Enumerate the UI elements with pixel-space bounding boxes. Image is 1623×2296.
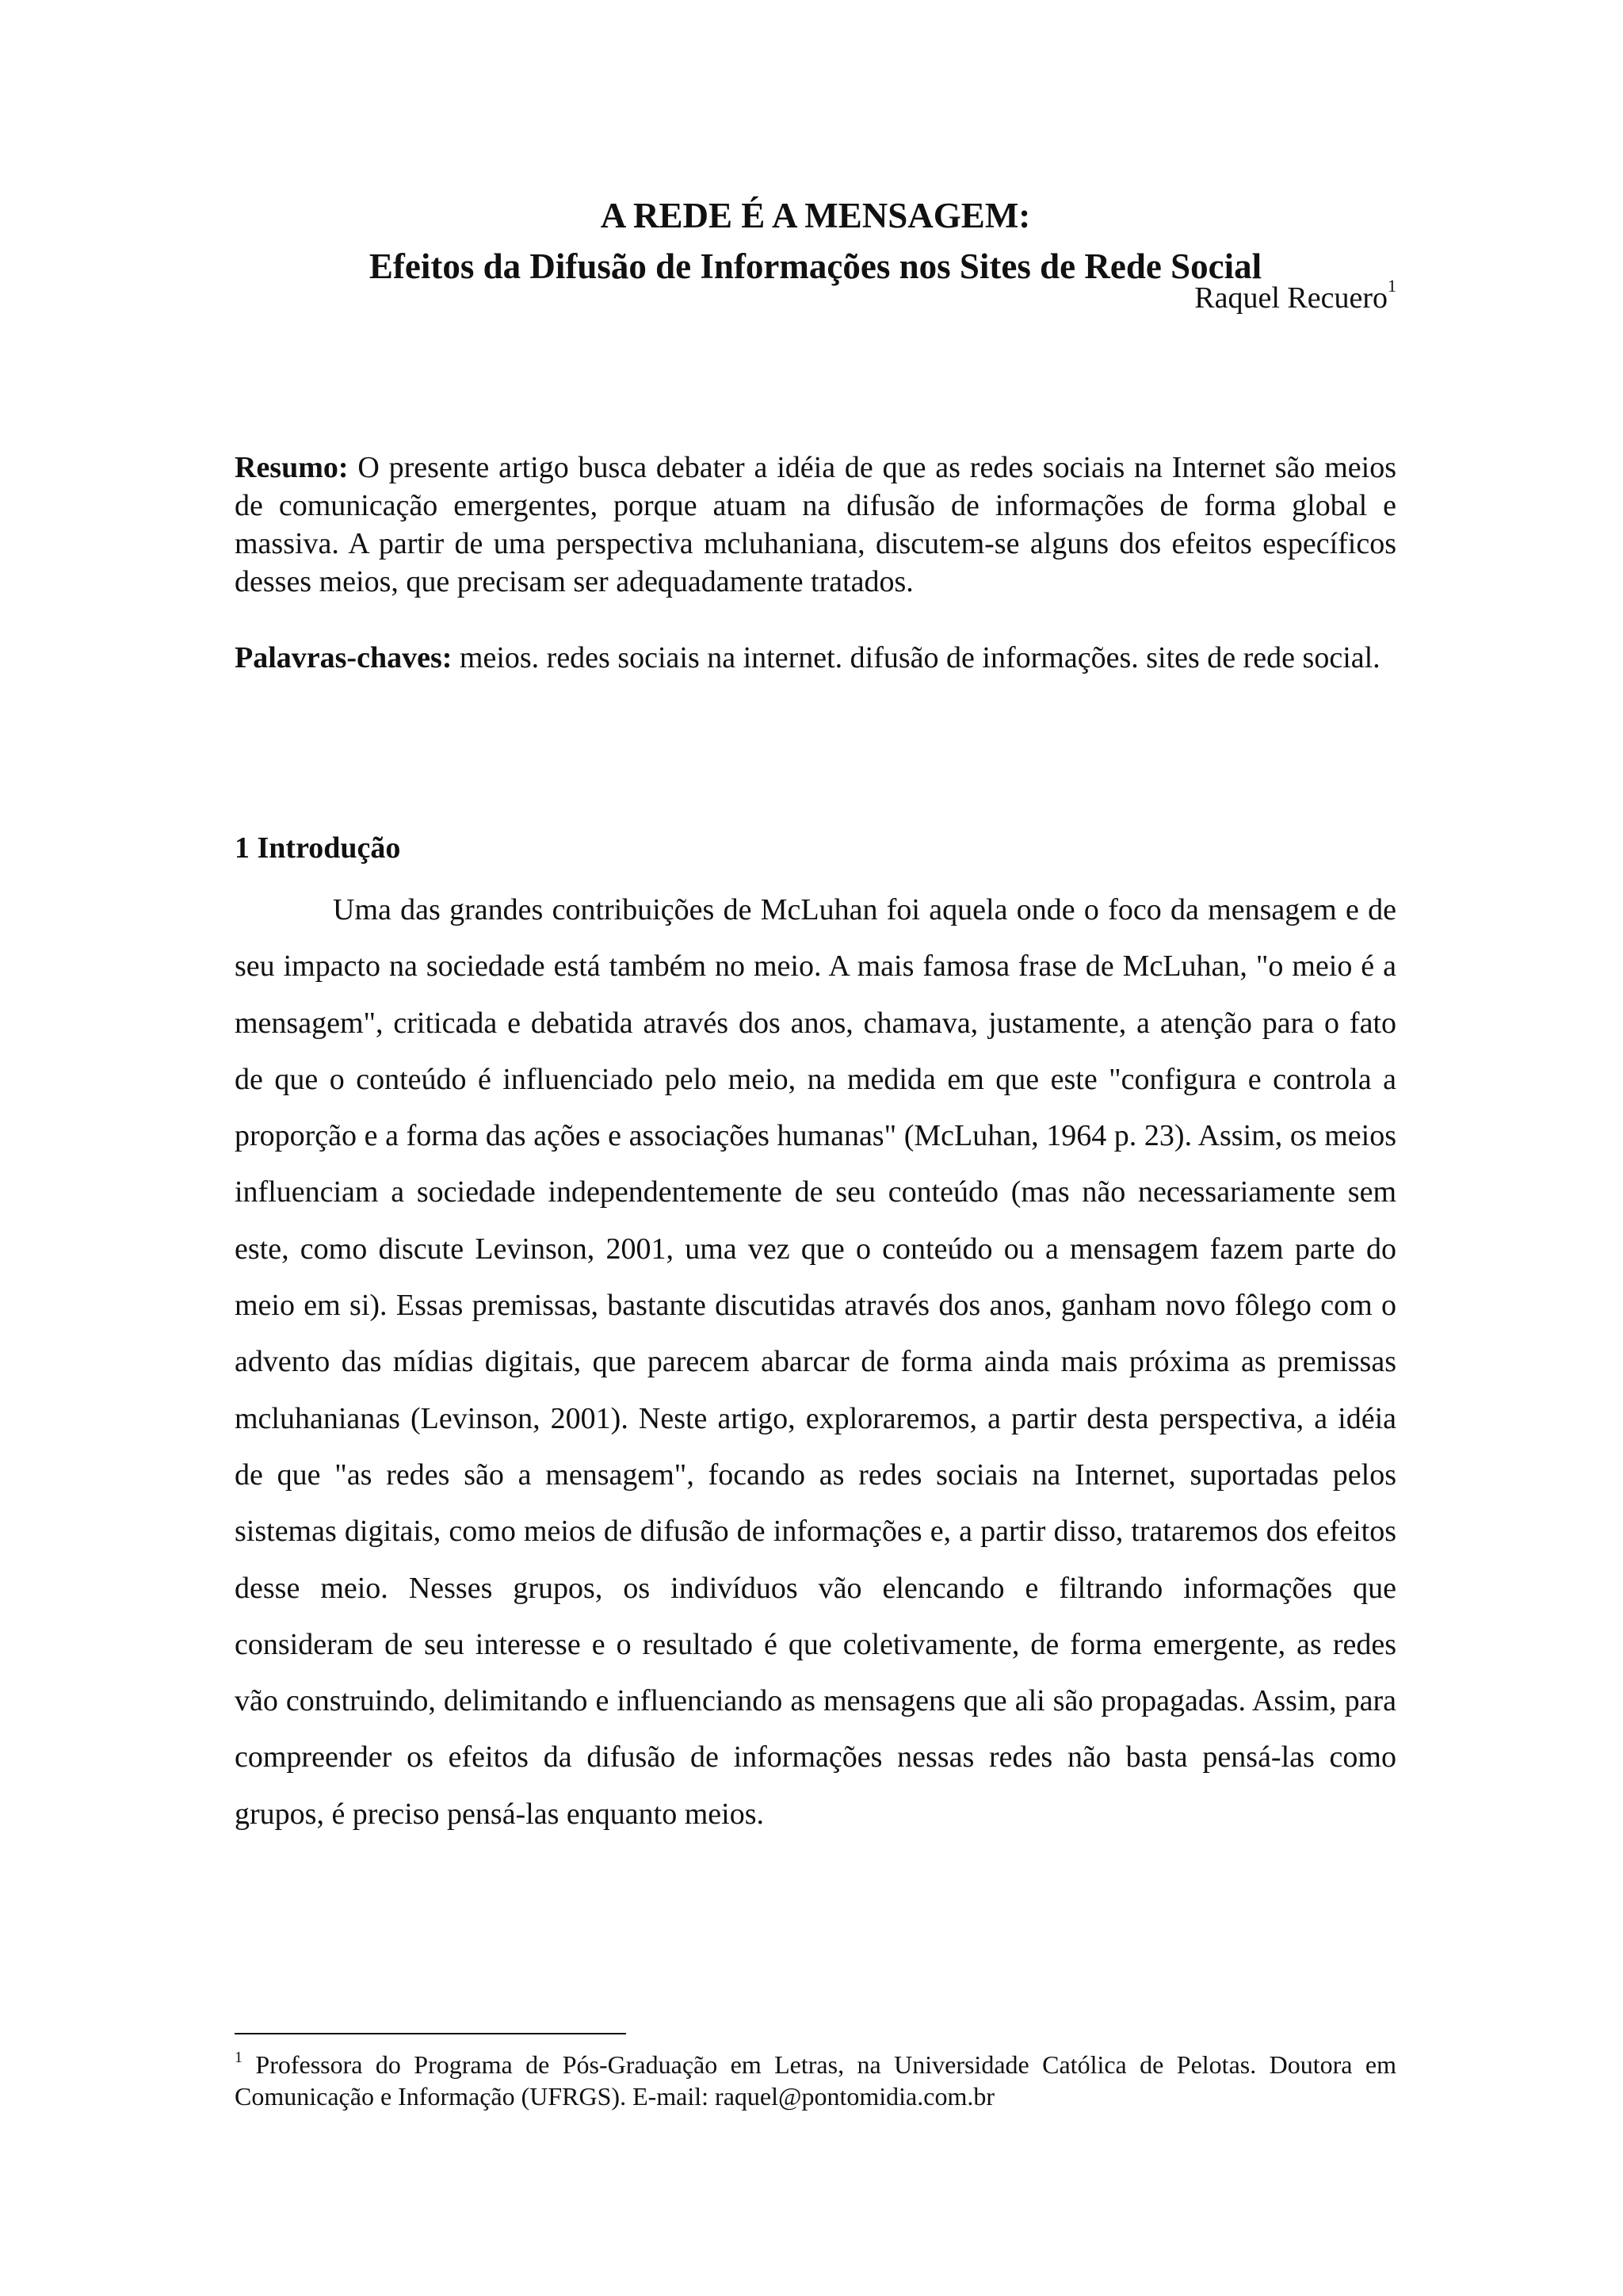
footnote (235, 2049, 1396, 2112)
abstract-text: O presente artigo busca debater a idéia de que as redes sociais na Internet são meios de comunicação emergentes, porque atuam na difusão de informações de forma global e massiva. A partir de uma perspectiva mcluhaniana, discutem-se alguns dos efeitos específicos desses meios, que precisam ser adequadamente tratados. (235, 451, 1396, 598)
abstract (235, 449, 1396, 601)
footnote-mark: 1 (235, 2049, 242, 2066)
author-line (1194, 276, 1396, 317)
title-line-2: Efeitos da Difusão de Informações nos Sites de Rede Social (369, 246, 1262, 286)
introduction-paragraph: Uma das grandes contribuições de McLuhan foi aquela onde o foco da mensagem e de seu impacto na sociedade está também no meio. A mais famosa frase de McLuhan, "o meio é a mensagem", criticada e debatida através dos anos, chamava, justamente, a atenção para o fato de que o conteúdo é influenciado pelo meio, na medida em que este "configura e controla a proporção e a forma das ações e associações humanas" (McLuhan, 1964 p. 23). Assim, os meios influenciam a sociedade independentemente de seu conteúdo (mas não necessariamente sem este, como discute Levinson, 2001, uma vez que o conteúdo ou a mensagem fazem parte do meio em si). Essas premissas, bastante discutidas através dos anos, ganham novo fôlego com o advento das mídias digitais, que parecem abarcar de forma ainda mais próxima as premissas mcluhanianas (Levinson, 2001). Neste artigo, exploraremos, a partir desta perspectiva, a idéia de que "as redes são a mensagem", focando as redes sociais na Internet, suportadas pelos sistemas digitais, como meios de difusão de informações e, a partir disso, trataremos dos efeitos desse meio. Nesses grupos, os indivíduos vão elencando e filtrando informações que consideram de seu interesse e o resultado é que coletivamente, de forma emergente, as redes vão construindo, delimitando e influenciando as mensagens que ali são propagadas. Assim, para compreender os efeitos da difusão de informações nessas redes não basta pensá-las como grupos, é preciso pensá-las enquanto meios. (235, 893, 1396, 1831)
title-line-1: A REDE É A MENSAGEM: (600, 196, 1031, 235)
footnote-divider (235, 2033, 626, 2034)
author-name: Raquel Recuero (1194, 281, 1388, 315)
paper-title (235, 190, 1396, 292)
abstract-label: Resumo: (235, 451, 349, 484)
keywords (235, 639, 1396, 677)
keywords-label: Palavras-chaves: (235, 641, 453, 674)
section-heading-introduction: 1 Introdução (235, 831, 401, 865)
keywords-text: meios. redes sociais na internet. difusão de informações. sites de rede social. (452, 641, 1381, 674)
author-footnote-mark: 1 (1388, 276, 1396, 296)
footnote-text: Professora do Programa de Pós-Graduação em Letras, na Universidade Católica de Pelotas. Doutora em Comunicação e Informação (UFRGS). E-mail: raquel@pontomidia.com.br (235, 2050, 1396, 2111)
